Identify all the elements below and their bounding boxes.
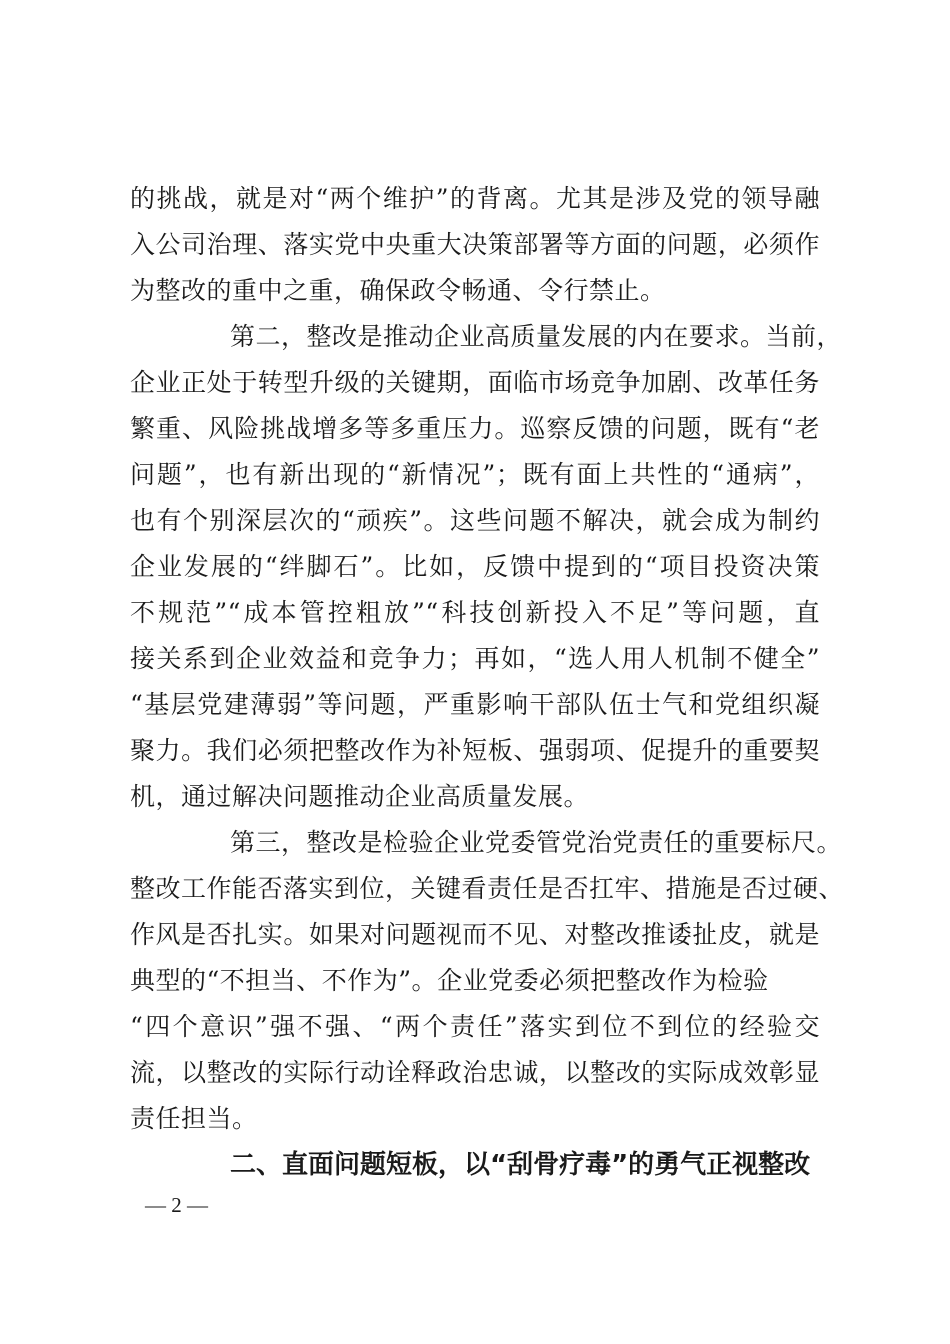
paragraph-3-line-5: “四个意识”强不强、“两个责任”落实到位不到位的经验交 <box>130 1012 820 1041</box>
paragraph-2-line-10: 聚力。我们必须把整改作为补短板、强弱项、促提升的重要契 <box>130 736 820 765</box>
page-number: — 2 — <box>145 1193 208 1217</box>
paragraph-1-line-1: 的挑战，就是对“两个维护”的背离。尤其是涉及党的领导融 <box>130 184 820 213</box>
paragraph-2-line-7: 不规范”“成本管控粗放”“科技创新投入不足”等问题，直 <box>130 598 820 627</box>
paragraph-3-line-7: 责任担当。 <box>130 1104 258 1133</box>
paragraph-3-line-2: 整改工作能否落实到位，关键看责任是否扛牢、措施是否过硬、 <box>130 874 845 903</box>
paragraph-2-line-4: 问题”，也有新出现的“新情况”；既有面上共性的“通病”， <box>130 460 820 489</box>
paragraph-2-line-2: 企业正处于转型升级的关键期，面临市场竞争加剧、改革任务 <box>130 368 820 397</box>
paragraph-3-line-4: 典型的“不担当、不作为”。企业党委必须把整改作为检验 <box>130 966 769 995</box>
paragraph-2-line-6: 企业发展的“绊脚石”。比如，反馈中提到的“项目投资决策 <box>130 552 820 581</box>
paragraph-2-line-8: 接关系到企业效益和竞争力；再如，“选人用人机制不健全” <box>130 644 820 673</box>
paragraph-3-line-3: 作风是否扎实。如果对问题视而不见、对整改推诿扯皮，就是 <box>130 920 820 949</box>
paragraph-1-line-2: 入公司治理、落实党中央重大决策部署等方面的问题，必须作 <box>130 230 820 259</box>
paragraph-2-line-11: 机，通过解决问题推动企业高质量发展。 <box>130 782 590 811</box>
paragraph-3-line-1: 第三，整改是检验企业党委管党治党责任的重要标尺。 <box>230 828 843 857</box>
paragraph-2-line-5: 也有个别深层次的“顽疾”。这些问题不解决，就会成为制约 <box>130 506 820 535</box>
section-heading: 二、直面问题短板，以“刮骨疗毒”的勇气正视整改 <box>230 1150 811 1180</box>
paragraph-1-line-3: 为整改的重中之重，确保政令畅通、令行禁止。 <box>130 276 666 305</box>
paragraph-2-line-1: 第二，整改是推动企业高质量发展的内在要求。当前， <box>230 322 843 351</box>
paragraph-3-line-6: 流，以整改的实际行动诠释政治忠诚，以整改的实际成效彰显 <box>130 1058 820 1087</box>
paragraph-2-line-3: 繁重、风险挑战增多等多重压力。巡察反馈的问题，既有“老 <box>130 414 820 443</box>
paragraph-2-line-9: “基层党建薄弱”等问题，严重影响干部队伍士气和党组织凝 <box>130 690 820 719</box>
